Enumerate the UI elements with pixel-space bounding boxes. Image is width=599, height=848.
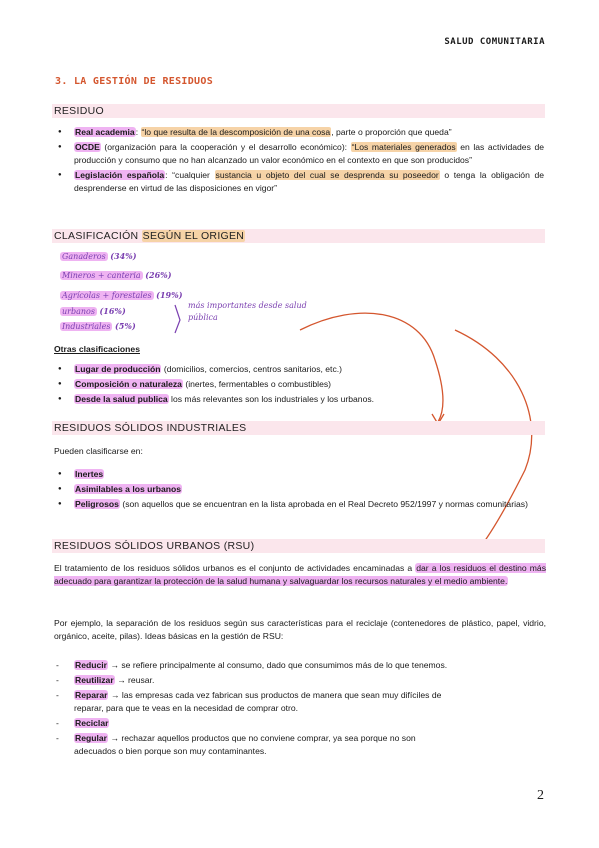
list-item	[74, 378, 544, 391]
list-item	[74, 732, 454, 758]
otras-list	[74, 363, 544, 408]
list-item	[74, 498, 544, 511]
text: los más relevantes son los industriales y los urbanos.	[168, 394, 375, 404]
term: Asimilables a los urbanos	[75, 484, 182, 494]
heading-residuo: RESIDUO	[52, 104, 545, 118]
text: : “cualquier	[165, 170, 215, 180]
handwritten-label: urbanos	[62, 307, 95, 316]
text: → se refiere principalmente al consumo, dado que consumimos más de lo que tenemos.	[108, 660, 448, 670]
handwritten-pct: (5%)	[115, 321, 136, 331]
text: → reusar.	[114, 675, 155, 685]
page-number: 2	[537, 788, 544, 803]
rsu-list	[74, 659, 454, 760]
handwritten-label: Ganaderos	[62, 252, 106, 261]
text: El tratamiento de los residuos sólidos urbanos es el conjunto de actividades encaminadas a	[54, 563, 416, 573]
term: Reparar	[75, 690, 108, 700]
term: Reducir	[75, 660, 107, 670]
running-header: SALUD COMUNITARIA	[444, 37, 545, 47]
industriales-intro: Pueden clasificarse en:	[54, 446, 143, 456]
highlight: sustancia u objeto del cual se desprenda su poseedor	[215, 170, 439, 180]
handwritten-pct: (26%)	[145, 270, 172, 280]
handwritten-label: Mineros + canteria	[62, 271, 141, 280]
text: o tenga la obligación de desprenderse en virtud de las disposiciones en vigor”	[74, 170, 545, 193]
handwritten-pct: (16%)	[99, 306, 126, 316]
urbanos-paragraph-2: Por ejemplo, la separación de los residuos según sus características para el reciclaje (contenedores de plástico, papel, vidrio, orgánico, aceite, pilas). Ideas básicas en la gestión de RSU:	[54, 618, 546, 641]
list-item	[74, 717, 454, 730]
highlight: dar a los residuos el destino más adecuado para garantizar la protección de la salud humana y salvaguardar los recursos naturales y el medio ambiente.	[54, 563, 546, 586]
term: Desde la salud publica	[75, 394, 168, 404]
highlight: “Los materiales generados	[351, 142, 456, 152]
section-title: 3. LA GESTIÓN DE RESIDUOS	[55, 76, 214, 87]
handwritten-note: más importantes desde salud pública	[188, 301, 307, 322]
otras-title: Otras clasificaciones	[54, 344, 140, 354]
text: (inertes, fermentables o combustibles)	[182, 379, 332, 389]
term: Reciclar	[75, 718, 109, 728]
list-item	[74, 468, 544, 481]
text: → las empresas cada vez fabrican sus productos de manera que sean muy difíciles de reparar, para que te veas en la necesidad de comprar otro.	[74, 690, 442, 713]
handwritten-pct: (19%)	[156, 290, 183, 300]
text: en las actividades de producción y consumo que no han alcanzado un valor económico en el contexto en que son producidos”	[74, 142, 544, 165]
list-item	[74, 363, 544, 376]
term: Regular	[75, 733, 107, 743]
term: Legislación española	[75, 170, 165, 180]
list-item	[74, 483, 544, 496]
text: (domicilios, comercios, centros sanitarios, etc.)	[161, 364, 342, 374]
term: Reutilizar	[75, 675, 114, 685]
list-item	[74, 674, 454, 687]
text: , parte o proporción que queda”	[331, 127, 452, 137]
list-item	[74, 689, 454, 715]
text: :	[135, 127, 141, 137]
list-item	[74, 393, 544, 406]
term: OCDE	[75, 142, 100, 152]
term: Composición o naturaleza	[75, 379, 182, 389]
list-item	[74, 659, 454, 672]
handwritten-pct: (34%)	[110, 251, 137, 261]
heading-highlight: SEGÚN EL ORIGEN	[142, 230, 245, 242]
highlight: “lo que resulta de la descomposición de una cosa	[141, 127, 331, 137]
term: Real academia	[75, 127, 135, 137]
industriales-list	[74, 468, 544, 513]
text: (organización para la cooperación y el desarrollo económico):	[100, 142, 351, 152]
handwritten-label: Industriales	[62, 322, 111, 331]
text: (son aquellos que se encuentran en la lista aprobada en el Real Decreto 952/1997 y normas comunitarias)	[119, 499, 528, 509]
text: → rechazar aquellos productos que no conviene comprar, ya sea porque no son adecuados o bien porque son muy contaminantes.	[74, 733, 416, 756]
heading-text: CLASIFICACIÓN	[54, 230, 142, 242]
term: Peligrosos	[75, 499, 119, 509]
heading-urbanos: RESIDUOS SÓLIDOS URBANOS (RSU)	[52, 539, 545, 553]
heading-industriales: RESIDUOS SÓLIDOS INDUSTRIALES	[52, 421, 545, 435]
handwritten-label: Agrícolas + forestales	[62, 291, 152, 300]
term: Inertes	[75, 469, 104, 479]
urbanos-paragraph-1	[54, 562, 546, 588]
term: Lugar de producción	[75, 364, 161, 374]
